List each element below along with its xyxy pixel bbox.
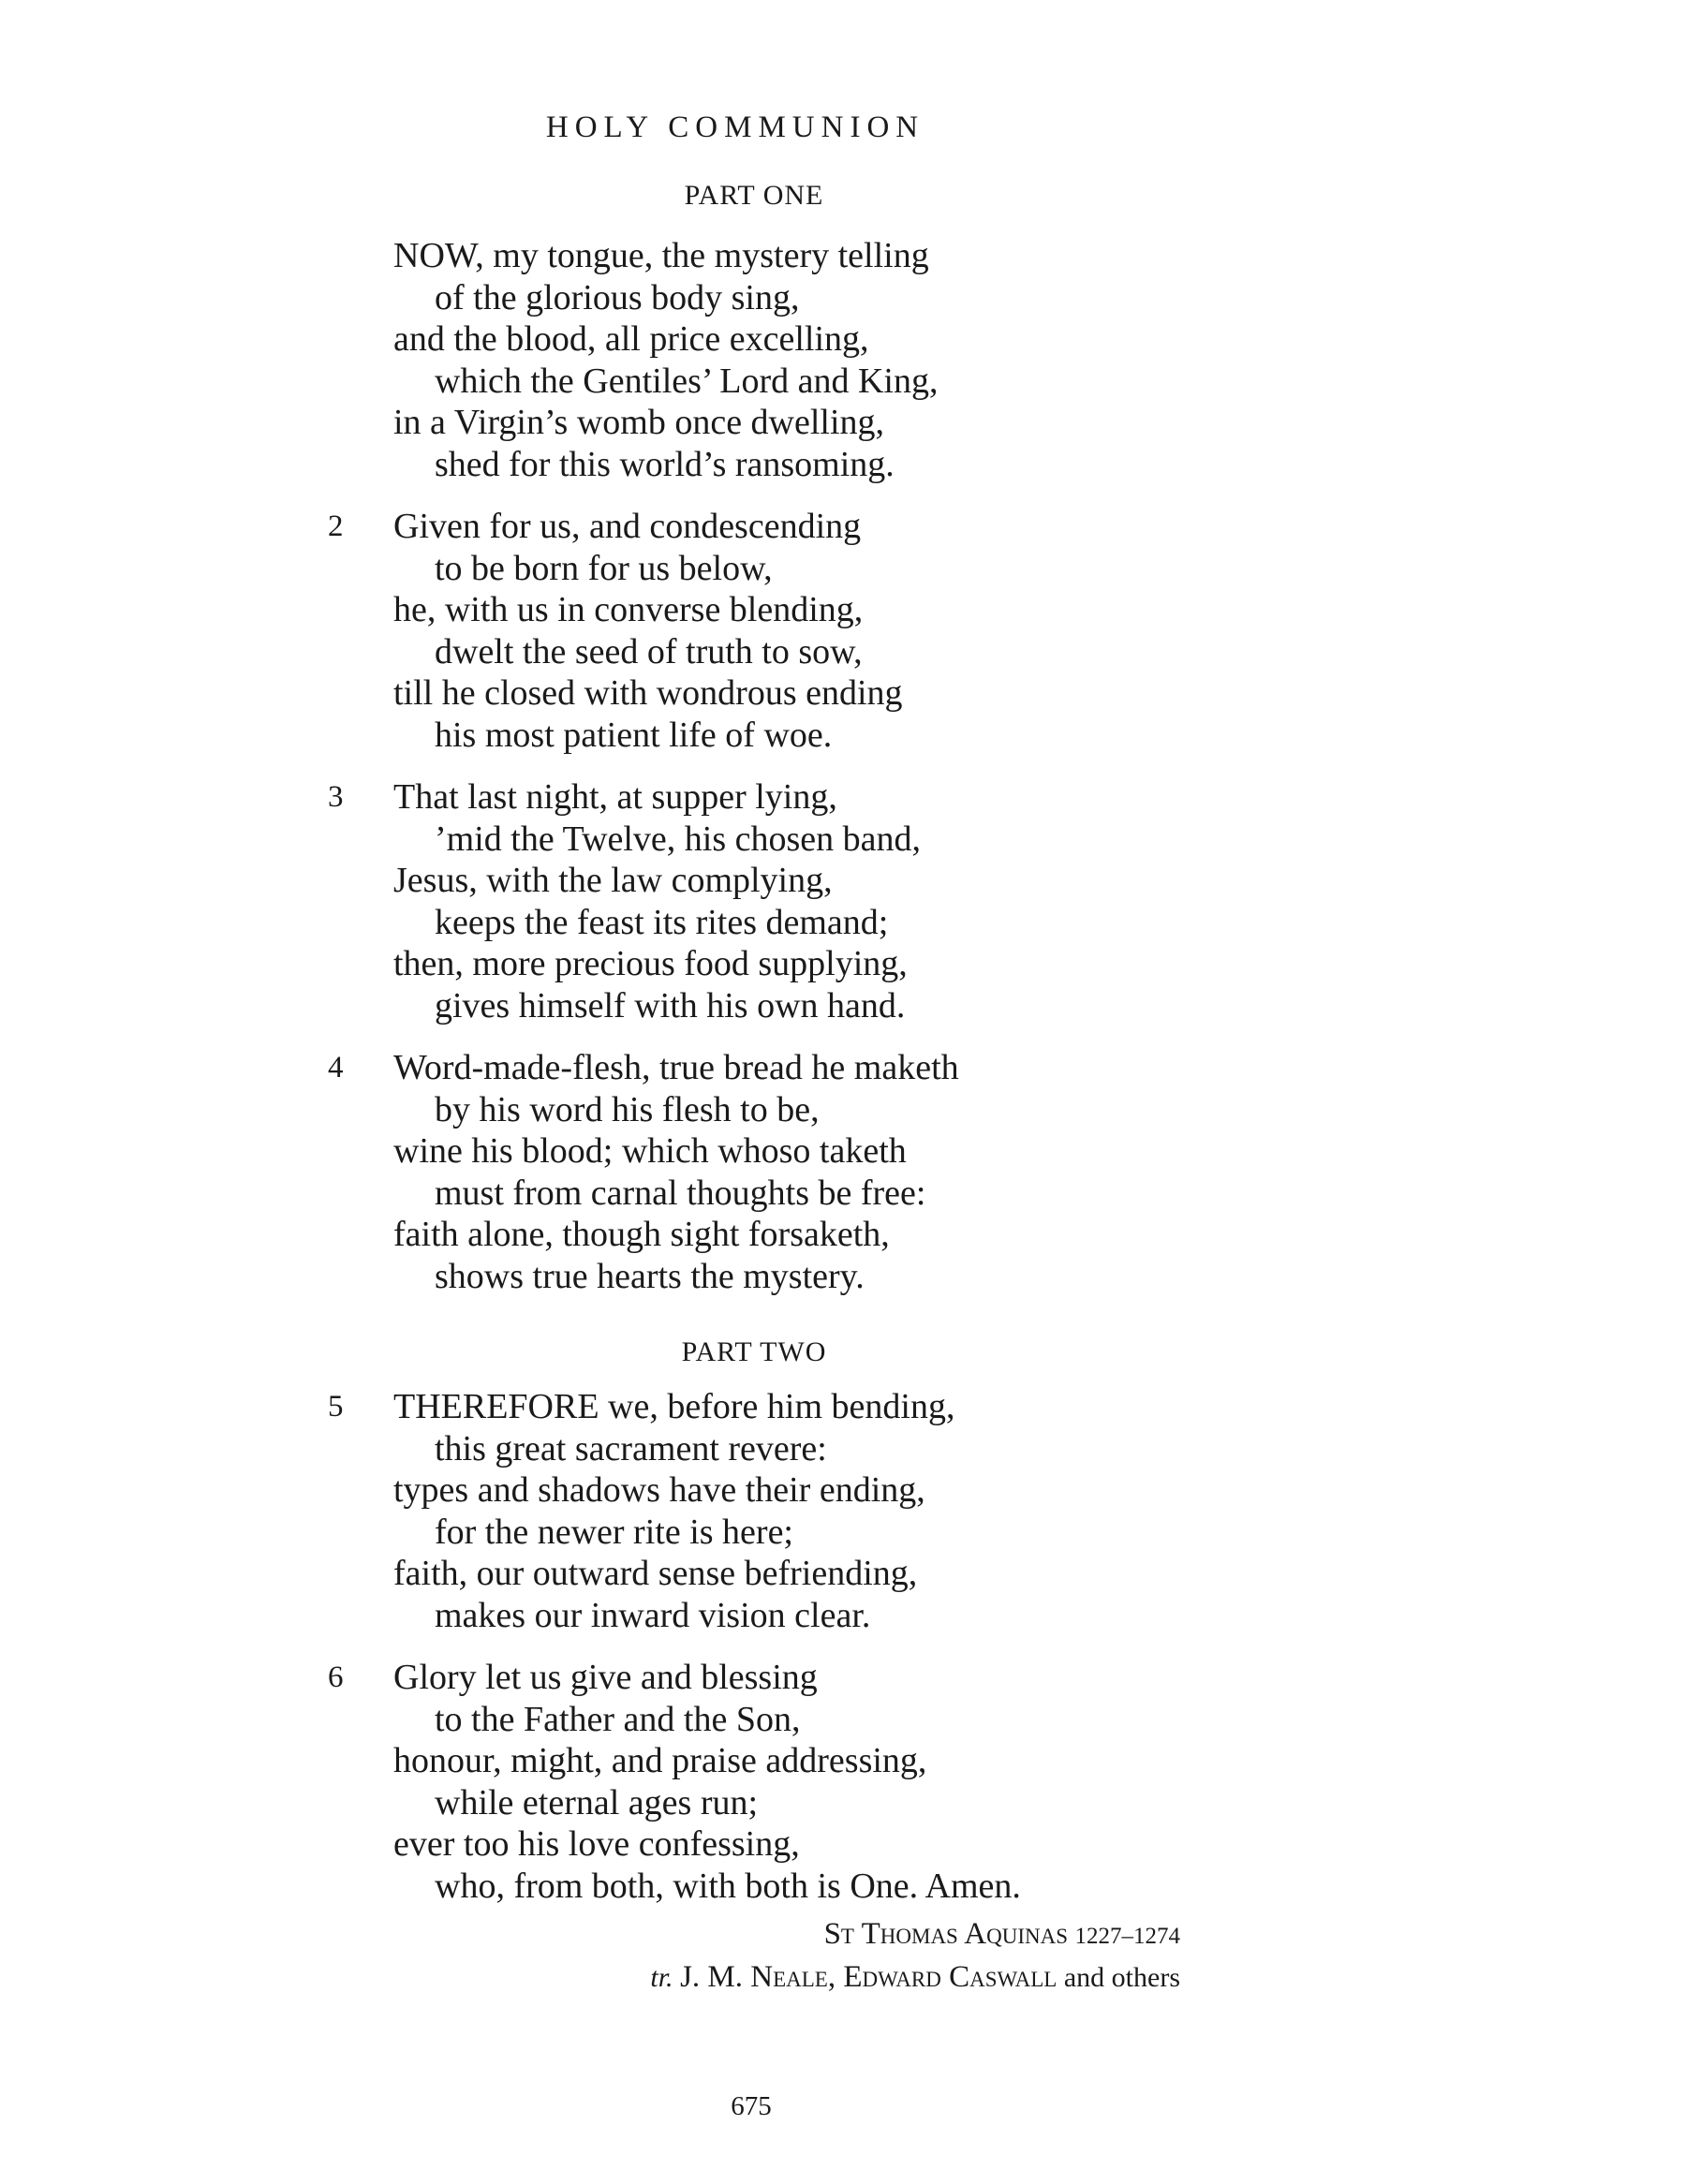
verse-number: 6 <box>328 1660 344 1694</box>
verse-line: honour, might, and praise addressing, <box>393 1741 927 1780</box>
verse-number: 3 <box>328 780 344 814</box>
verse-line: Glory let us give and blessing <box>393 1658 818 1697</box>
verse-line: ever too his love confessing, <box>393 1824 800 1864</box>
author-dates: 1227–1274 <box>1074 1924 1180 1949</box>
translator-attribution <box>650 1960 1180 1995</box>
verse-line: Given for us, and condescending <box>393 507 862 546</box>
verse-lines <box>393 1657 1021 1907</box>
verse-line: ’mid the Twelve, his chosen band, <box>435 819 922 859</box>
verse-line: this great sacrament revere: <box>435 1428 827 1468</box>
verse-line: shed for this world’s ransoming. <box>435 444 895 484</box>
author-name: St Thomas Aquinas <box>823 1917 1068 1951</box>
verse-line: in a Virgin’s womb once dwelling, <box>393 403 885 442</box>
page-number: 675 <box>731 2091 772 2121</box>
verse-lines <box>393 235 939 485</box>
part-one-heading: PART ONE <box>684 180 824 211</box>
verse-line: That last night, at supper lying, <box>393 777 837 817</box>
verse-lines <box>393 1047 959 1297</box>
verse-lines <box>393 1386 954 1636</box>
part-two-heading: PART TWO <box>681 1336 827 1367</box>
verse-line: wine his blood; which whoso taketh <box>393 1131 907 1171</box>
verse-line: Jesus, with the law complying, <box>393 861 833 900</box>
verse-line: to the Father and the Son, <box>435 1699 801 1739</box>
translator-suffix: and others <box>1063 1962 1180 1993</box>
verse-line: then, more precious food supplying, <box>393 944 908 983</box>
verse-line: which the Gentiles’ Lord and King, <box>435 361 939 401</box>
verse-line: Word-made-flesh, true bread he maketh <box>393 1048 959 1087</box>
verse-line: his most patient life of woe. <box>435 715 833 755</box>
verse-line: NOW, my tongue, the mystery telling <box>393 236 929 275</box>
verse-line: keeps the feast its rites demand; <box>435 902 889 942</box>
verse-line: for the newer rite is here; <box>435 1512 793 1552</box>
verse-line: must from carnal thoughts be free: <box>435 1173 926 1213</box>
verse-line: gives himself with his own hand. <box>435 985 906 1026</box>
verse-number: 5 <box>328 1390 344 1424</box>
verse-number: 4 <box>328 1051 344 1085</box>
verse-number: 2 <box>328 509 344 543</box>
verse-line: till he closed with wondrous ending <box>393 673 903 713</box>
running-head: HOLY COMMUNION <box>545 111 925 144</box>
verse-line: dwelt the seed of truth to sow, <box>435 631 863 671</box>
author-attribution <box>824 1917 1180 1952</box>
verse-line: by his word his flesh to be, <box>435 1089 820 1129</box>
verse-line: of the glorious body sing, <box>435 277 800 317</box>
verse-line: makes our inward vision clear. <box>435 1595 871 1635</box>
verse-line: faith alone, though sight forsaketh, <box>393 1215 890 1254</box>
verse-line: types and shadows have their ending, <box>393 1470 925 1510</box>
verse-lines <box>393 506 903 756</box>
verse-line: and the blood, all price excelling, <box>393 319 869 359</box>
verse-line: who, from both, with both is One. Amen. <box>435 1866 1021 1906</box>
verse-line: THEREFORE we, before him bending, <box>393 1387 955 1426</box>
translator-names: J. M. Neale, Edward Caswall <box>680 1960 1057 1994</box>
verse-line: to be born for us below, <box>435 548 773 588</box>
translation-prefix: tr. <box>650 1962 673 1993</box>
verse-line: faith, our outward sense befriending, <box>393 1554 918 1593</box>
verse-lines <box>393 776 921 1026</box>
verse-line: while eternal ages run; <box>435 1782 759 1822</box>
verse-line: he, with us in converse blending, <box>393 590 864 629</box>
verse-line: shows true hearts the mystery. <box>435 1256 865 1296</box>
